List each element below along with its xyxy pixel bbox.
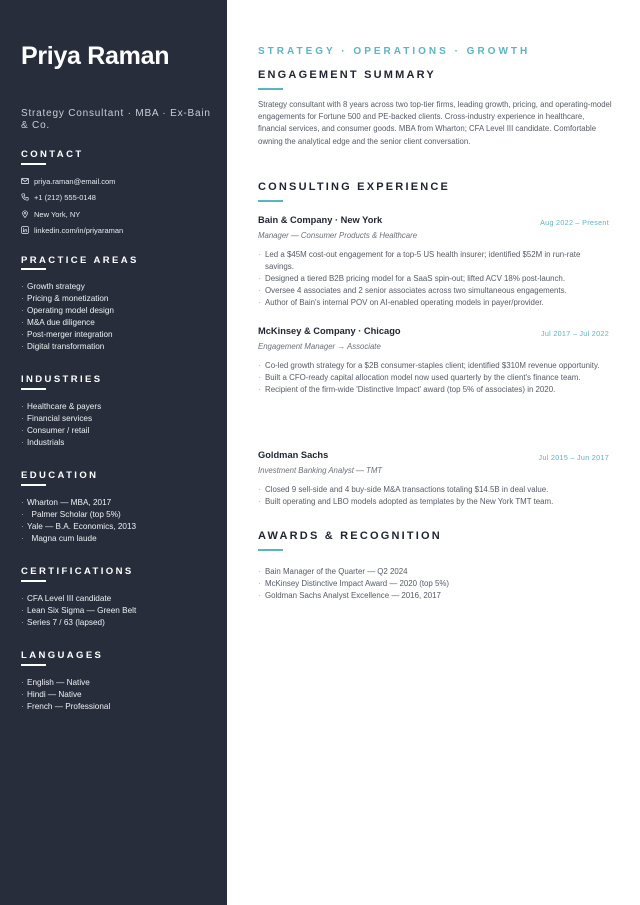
list-item: · Hindi — Native <box>21 690 82 699</box>
list-item: · Yale — B.A. Economics, 2013 <box>21 522 137 531</box>
list-item: · Designed a tiered B2B pricing model for a SaaS spin-out; lifted ACV 18% post-launch. <box>258 274 566 283</box>
list-item: · Healthcare & payers <box>21 402 102 411</box>
industries-heading: INDUSTRIES <box>21 374 103 385</box>
experience-heading: CONSULTING EXPERIENCE <box>258 181 451 193</box>
sidebar <box>0 0 227 905</box>
phone-text: +1 (212) 555-0148 <box>34 192 96 202</box>
list-item: · Lean Six Sigma — Green Belt <box>21 606 137 615</box>
main-content <box>227 0 640 905</box>
envelope-icon <box>21 177 29 185</box>
job-firm: Bain & Company · New York <box>258 215 383 225</box>
list-item: · Magna cum laude <box>21 534 97 543</box>
summary-divider <box>258 88 283 90</box>
list-item: · Bain Manager of the Quarter — Q2 2024 <box>258 567 408 576</box>
list-item: · Operating model design <box>21 306 114 315</box>
job-dates: Jul 2015 – Jun 2017 <box>538 453 609 462</box>
languages-heading: LANGUAGES <box>21 650 104 661</box>
location-text: New York, NY <box>34 209 81 219</box>
list-item: · M&A due diligence <box>21 318 95 327</box>
list-item: · Co-led growth strategy for a $2B consumer-staples client; identified $310M revenue opportunity. <box>258 361 600 370</box>
list-item: · Consumer / retail <box>21 426 90 435</box>
certifications-list <box>21 593 136 629</box>
industries-divider <box>21 388 46 390</box>
job-bullets <box>258 360 608 396</box>
job-bullets <box>258 249 608 309</box>
summary-text: Strategy consultant with 8 years across two top-tier firms, leading growth, pricing, and operating-model engagements for Fortune 500 and PE-backed clients. Cross-industry experience in healthcare, financial services, and consumer goods. MBA from Wharton; CFA Level III candidate. Comfortable owning the analytical edge and the senior client conversation. <box>258 100 612 146</box>
contact-phone[interactable] <box>21 190 96 204</box>
contact-email[interactable] <box>21 174 115 188</box>
contact-heading: CONTACT <box>21 149 84 160</box>
list-item: · Industrials <box>21 438 65 447</box>
list-item: · Series 7 / 63 (lapsed) <box>21 618 105 627</box>
job-bullets <box>258 484 608 508</box>
candidate-name: Priya Raman <box>21 42 170 70</box>
list-item: · Built a CFO-ready capital allocation model now used quarterly by the client's finance team. <box>258 373 581 382</box>
languages-list <box>21 677 110 713</box>
list-item: · Oversee 4 associates and 2 senior associates across two simultaneous engagements. <box>258 286 567 295</box>
list-item: · Recipient of the firm-wide 'Distinctive Impact' award (top 5% of associates) in 2020. <box>258 385 556 394</box>
list-item: · Goldman Sachs Analyst Excellence — 2016, 2017 <box>258 591 441 600</box>
linkedin-text: linkedin.com/in/priyaraman <box>34 225 124 235</box>
list-item: · Post-merger integration <box>21 330 113 339</box>
awards-list <box>258 566 608 602</box>
job-role: Manager — Consumer Products & Healthcare <box>258 231 418 240</box>
practice-areas-divider <box>21 268 46 270</box>
candidate-subtitle: Strategy Consultant · MBA · Ex-Bain & Co. <box>21 108 211 131</box>
summary-heading: ENGAGEMENT SUMMARY <box>258 69 436 81</box>
experience-divider <box>258 200 283 202</box>
awards-heading: AWARDS & RECOGNITION <box>258 530 442 542</box>
list-item: · French — Professional <box>21 702 111 711</box>
list-item: · Growth strategy <box>21 282 85 291</box>
contact-location <box>21 207 80 221</box>
education-divider <box>21 484 46 486</box>
certifications-divider <box>21 580 46 582</box>
certifications-heading: CERTIFICATIONS <box>21 566 134 577</box>
contact-divider <box>21 163 46 165</box>
tagline: STRATEGY · OPERATIONS · GROWTH <box>258 46 531 57</box>
list-item: · Author of Bain's internal POV on AI-enabled operating models in payer/provider. <box>258 298 544 307</box>
education-list <box>21 497 136 545</box>
list-item: · Palmer Scholar (top 5%) <box>21 510 121 519</box>
list-item: · McKinsey Distinctive Impact Award — 2020 (top 5%) <box>258 579 450 588</box>
list-item: · Pricing & monetization <box>21 294 109 303</box>
job-dates: Aug 2022 – Present <box>540 218 609 227</box>
list-item: · CFA Level III candidate <box>21 594 112 603</box>
job-dates: Jul 2017 – Jul 2022 <box>540 329 609 338</box>
list-item: · Closed 9 sell-side and 4 buy-side M&A transactions totaling $14.5B in deal value. <box>258 485 549 494</box>
job-role: Engagement Manager → Associate <box>258 342 381 351</box>
location-pin-icon <box>21 210 29 218</box>
list-item: · Led a $45M cost-out engagement for a top-5 US health insurer; identified $52M in run-rate savings. <box>258 250 581 271</box>
list-item: · Financial services <box>21 414 93 423</box>
linkedin-icon <box>21 226 29 234</box>
practice-areas-heading: PRACTICE AREAS <box>21 255 139 266</box>
job-role: Investment Banking Analyst — TMT <box>258 466 383 475</box>
languages-divider <box>21 664 46 666</box>
list-item: · English — Native <box>21 678 90 687</box>
industries-list <box>21 401 101 449</box>
list-item: · Digital transformation <box>21 342 105 351</box>
contact-linkedin[interactable] <box>21 223 123 237</box>
phone-icon <box>21 193 29 201</box>
list-item: · Wharton — MBA, 2017 <box>21 498 112 507</box>
education-heading: EDUCATION <box>21 470 99 481</box>
practice-areas-list <box>21 281 114 353</box>
email-text: priya.raman@email.com <box>34 176 116 186</box>
list-item: · Built operating and LBO models adopted as templates by the New York TMT team. <box>258 497 554 506</box>
job-firm: Goldman Sachs <box>258 450 329 460</box>
awards-divider <box>258 549 283 551</box>
job-firm: McKinsey & Company · Chicago <box>258 326 401 336</box>
